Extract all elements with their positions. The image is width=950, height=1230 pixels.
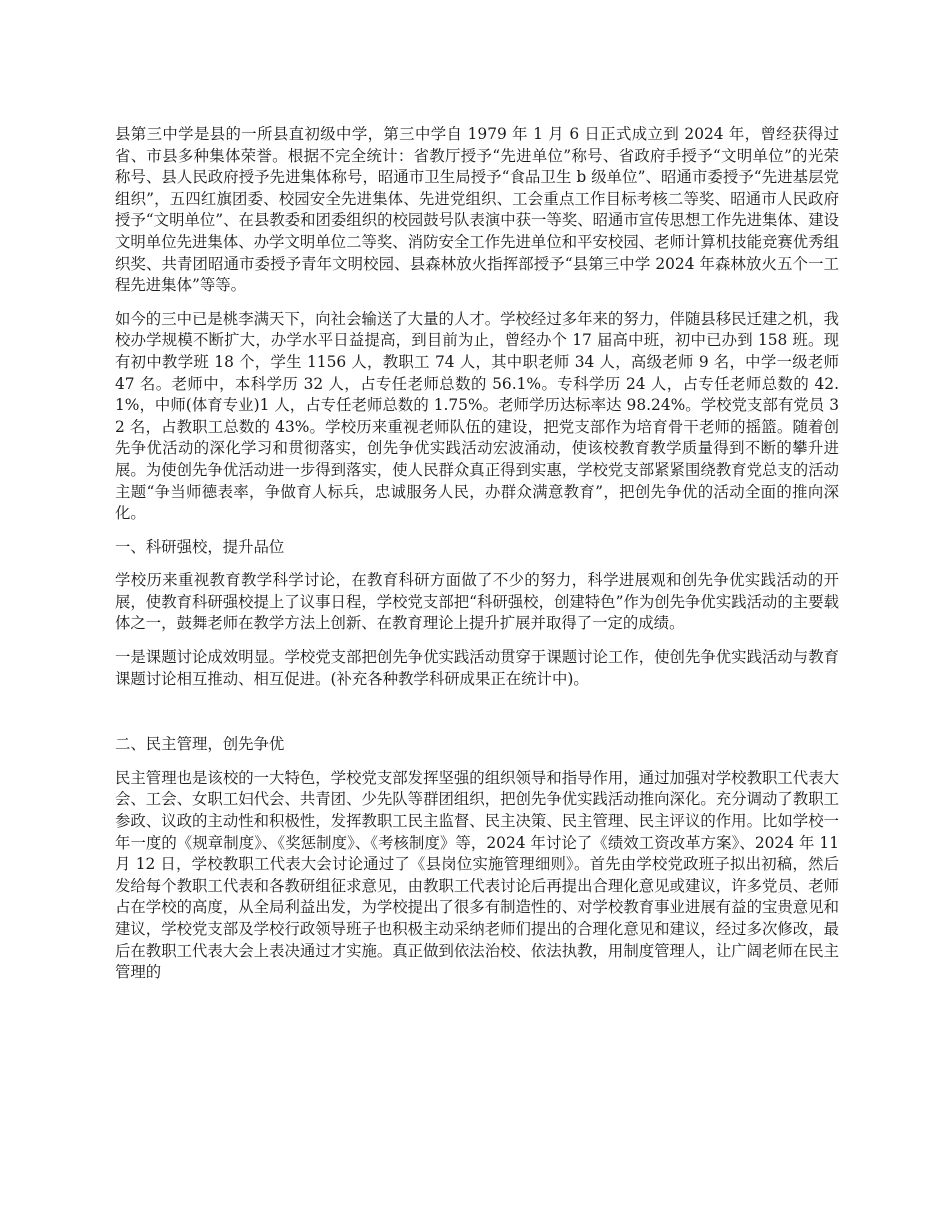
- paragraph-gap: [115, 558, 839, 570]
- paragraph-gap: [115, 635, 839, 647]
- paragraph-school-development: 如今的三中已是桃李满天下，向社会输送了大量的人才。学校经过多年来的努力，伴随县移民迁建之机，我校办学规模不断扩大，办学水平日益提高，到目前为止，曾经办个 17 届高中班，初中已办到 158 班。现有初中教学班 18 个，学生 1156 人，教职工 74 人，其中职老师 34 人，高级老师 9 名，中学一级老师 47 名。老师中，本科学历 32 人，占专任老师总数的 56.1%。专科学历 24 人，占专任老师总数的 42.1%，中师(体育专业)1 人，占专任老师总数的 1.75%。老师学历达标率达 98.24%。学校党支部有党员 32 名，占教职工总数的 43%。学校历来重视老师队伍的建设，把党支部作为培育骨干老师的摇篮。随着创先争优活动的深化学习和贯彻落实，创先争优实践活动宏波涌动，使该校教育教学质量得到不断的攀升进展。为使创先争优活动进一步得到落实，使人民群众真正得到实惠，学校党支部紧紧围绕教育党总支的活动主题“争当师德表率，争做育人标兵，忠诚服务人民，办群众满意教育”，把创先争优的活动全面的推向深化。: [115, 309, 839, 523]
- section-gap: [115, 690, 839, 734]
- paragraph-gap: [115, 297, 839, 309]
- document-page: [115, 124, 839, 984]
- paragraph-gap: [115, 525, 839, 537]
- section-heading-democratic-management: 二、民主管理，创先争优: [115, 735, 285, 754]
- paragraph-research-results: 一是课题讨论成效明显。学校党支部把创先争优实践活动贯穿于课题讨论工作，使创先争优实践活动与教育课题讨论相互推动、相互促进。(补充各种教学科研成果正在统计中)。: [115, 648, 839, 688]
- paragraph-gap: [115, 756, 839, 768]
- paragraph-democratic-management: 民主管理也是该校的一大特色，学校党支部发挥坚强的组织领导和指导作用，通过加强对学校教职工代表大会、工会、女职工妇代会、共青团、少先队等群团组织，把创先争优实践活动推向深化。充分调动了教职工参政、议政的主动性和积极性，发挥教职工民主监督、民主决策、民主管理、民主评议的作用。比如学校一年一度的《规章制度》、《奖惩制度》、《考核制度》等，2024 年讨论了《绩效工资改革方案》、2024 年 11 月 12 日，学校教职工代表大会讨论通过了《县岗位实施管理细则》。首先由学校党政班子拟出初稿，然后发给每个教职工代表和各教研组征求意见，由教职工代表讨论后再提出合理化意见或建议，许多党员、老师占在学校的高度，从全局利益出发，为学校提出了很多有制造性的、对学校教育事业进展有益的宝贵意见和建议，学校党支部及学校行政领导班子也积极主动采纳老师们提出的合理化意见和建议，经过多次修改，最后在教职工代表大会上表决通过才实施。真正做到依法治校、依法执教，用制度管理人，让广阔老师在民主管理的: [115, 768, 839, 982]
- paragraph-research-intro: 学校历来重视教育教学科学讨论，在教育科研方面做了不少的努力，科学进展观和创先争优实践活动的开展，使教育科研强校提上了议事日程，学校党支部把“科研强校，创建特色”作为创先争优实践活动的主要载体之一，鼓舞老师在教学方法上创新、在教育理论上提升扩展并取得了一定的成绩。: [115, 571, 839, 633]
- paragraph-school-honors: 县第三中学是县的一所县直初级中学，第三中学自 1979 年 1 月 6 日正式成立到 2024 年，曾经获得过省、市县多种集体荣誉。根据不完全统计：省教厅授予“先进单位”称号、省政府手授予“文明单位”的光荣称号、县人民政府授予先进集体称号，昭通市卫生局授予“食品卫生 b 级单位”、昭通市委授予“先进基层党组织”，五四红旗团委、校园安全先进集体、先进党组织、工会重点工作目标考核二等奖、昭通市人民政府授予“文明单位”、在县教委和团委组织的校园鼓号队表演中获一等奖、昭通市宣传思想工作先进集体、建设文明单位先进集体、办学文明单位二等奖、消防安全工作先进单位和平安校园、老师计算机技能竞赛优秀组织奖、共青团昭通市委授予青年文明校园、县森林放火指挥部授予“县第三中学 2024 年森林放火五个一工程先进集体”等等。: [115, 125, 839, 295]
- section-heading-research: 一、科研强校，提升品位: [115, 537, 285, 556]
